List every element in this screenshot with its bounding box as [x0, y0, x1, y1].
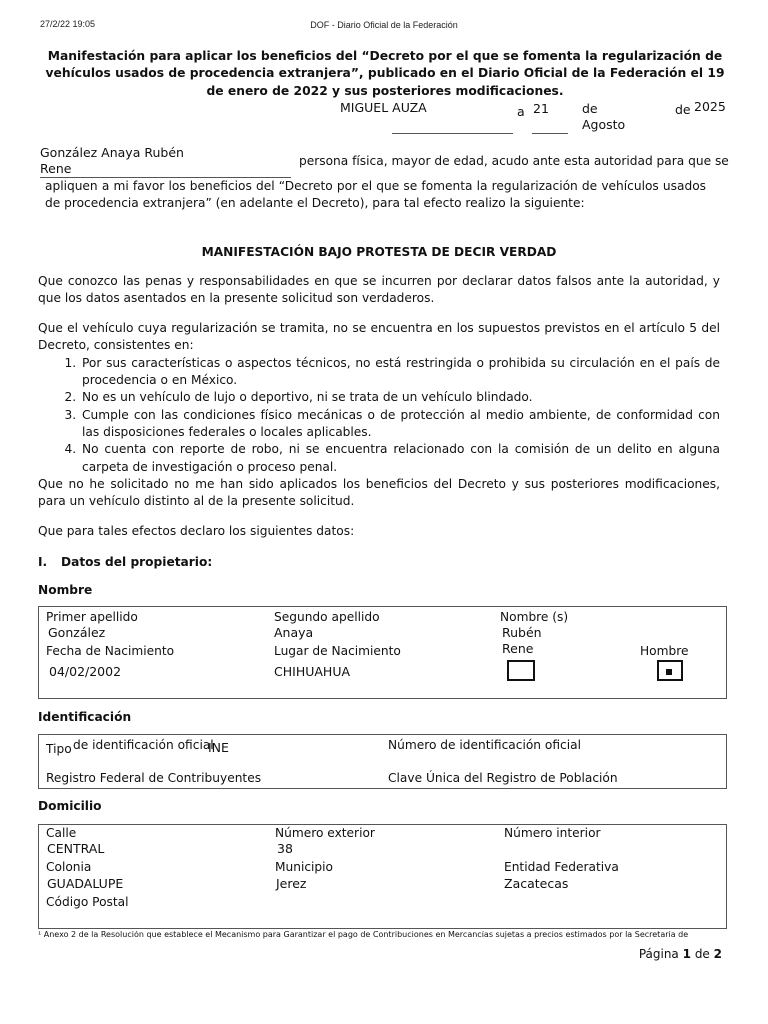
day-value: 21: [533, 101, 549, 116]
domicilio-box: [38, 824, 727, 929]
declarant-text: persona física, mayor de edad, acudo ante esta autoridad para que se: [299, 154, 729, 168]
tipo-label-b: de identificación oficial: [73, 738, 214, 752]
primer-apellido-label: Primer apellido: [46, 610, 138, 624]
list-item: 4. No cuenta con reporte de robo, ni se encuentra relacionado con la comisión de un delito en alguna carpeta de investigación o proceso penal.: [80, 441, 720, 476]
page-prefix: Página: [638, 947, 679, 961]
manifest-heading: MANIFESTACIÓN BAJO PROTESTA DE DECIR VERDAD: [201, 245, 557, 259]
year-value: 2025: [694, 99, 726, 114]
list-item: 2. No es un vehículo de lujo o deportivo, ni se trata de un vehículo blindado.: [80, 389, 720, 406]
domicilio-heading: Domicilio: [38, 799, 102, 813]
page-of: de: [694, 947, 710, 961]
nombres-value-line2[interactable]: Rene: [502, 641, 534, 656]
paragraph-declare: Que para tales efectos declaro los siguientes datos:: [38, 524, 355, 538]
curp-label: Clave Única del Registro de Población: [388, 771, 618, 785]
paragraph-no-prior: Que no he solicitado no me han sido aplicados los beneficios del Decreto y sus posteriores modificaciones, para un vehículo distinto al de la presente solicitud.: [38, 476, 720, 509]
nombre-heading: Nombre: [38, 583, 93, 597]
numero-exterior-value[interactable]: 38: [277, 841, 293, 856]
colonia-value[interactable]: GUADALUPE: [47, 876, 124, 891]
nombres-label: Nombre (s): [500, 610, 569, 624]
rfc-label: Registro Federal de Contribuyentes: [46, 771, 262, 785]
page-current: 1: [682, 947, 691, 961]
place-underline: [392, 133, 513, 134]
document-title: Manifestación para aplicar los beneficios del “Decreto por el que se fomenta la regularización de vehículos usados de procedencia extranjera”, publicado en el Diario Oficial de la Federación el 19 de enero de 2022 y sus posteriores modificaciones.: [45, 49, 725, 98]
section-owner-number: I.: [38, 555, 48, 569]
tipo-value[interactable]: INE: [208, 740, 229, 755]
paragraph-penalties: Que conozco las penas y responsabilidades en que se incurren por declarar datos falsos ante la autoridad, y que los datos asentados en la presente solicitud son verdaderos.: [38, 274, 720, 306]
nombres-value-line1[interactable]: Rubén: [502, 625, 542, 640]
hombre-label: Hombre: [640, 644, 689, 658]
place-value: MIGUEL AUZA: [340, 100, 427, 115]
numero-interior-label: Número interior: [504, 826, 601, 840]
month-value: Agosto: [582, 117, 626, 132]
lugar-nacimiento-label: Lugar de Nacimiento: [274, 644, 401, 658]
codigo-postal-label: Código Postal: [46, 895, 129, 909]
numero-identificacion-label: Número de identificación oficial: [388, 738, 581, 752]
list-item: 1. Por sus características o aspectos técnicos, no está restringida o prohibida su circulación en el país de procedencia o en México.: [80, 355, 720, 390]
fecha-nacimiento-label: Fecha de Nacimiento: [46, 644, 175, 658]
numero-exterior-label: Número exterior: [275, 826, 375, 840]
calle-label: Calle: [46, 826, 77, 840]
tipo-label-a: Tipo: [46, 742, 72, 756]
municipio-value[interactable]: Jerez: [276, 876, 307, 891]
lugar-nacimiento-value[interactable]: CHIHUAHUA: [274, 664, 351, 679]
segundo-apellido-value[interactable]: Anaya: [274, 625, 314, 640]
print-site-title: DOF - Diario Oficial de la Federación: [310, 20, 458, 30]
list-item: 3. Cumple con las condiciones físico mecánicas o de protección al medio ambiente, de conformidad con las disposiciones federales o locales aplicables.: [80, 407, 720, 442]
paragraph-vehicle-intro: Que el vehículo cuya regularización se tramita, no se encuentra en los supuestos previstos en el artículo 5 del Decreto, consistentes en:: [38, 321, 720, 353]
section-owner-title: Datos del propietario:: [61, 555, 213, 569]
de-label-1: de: [582, 101, 598, 116]
checkbox-mark-icon: [666, 669, 672, 675]
primer-apellido-value[interactable]: González: [48, 625, 106, 640]
requirements-list: [38, 355, 720, 476]
segundo-apellido-label: Segundo apellido: [274, 610, 380, 624]
a-label: a: [517, 104, 525, 119]
entidad-federativa-value[interactable]: Zacatecas: [504, 876, 569, 891]
municipio-label: Municipio: [275, 860, 334, 874]
print-datetime: 27/2/22 19:05: [40, 19, 96, 29]
hombre-checkbox[interactable]: [657, 660, 683, 681]
day-underline: [532, 133, 568, 134]
colonia-label: Colonia: [46, 860, 92, 874]
entidad-federativa-label: Entidad Federativa: [504, 860, 619, 874]
mujer-checkbox[interactable]: [507, 660, 535, 681]
page-total: 2: [713, 947, 722, 961]
page-number: [639, 946, 722, 962]
declarant-name-line1: González Anaya Rubén: [40, 145, 184, 160]
identificacion-heading: Identificación: [38, 710, 132, 724]
footnote: ¹ Anexo 2 de la Resolución que establece el Mecanismo para Garantizar el pago de Contribuciones en Mercancías sujetas a precios estimados por la Secretaría de: [38, 931, 689, 939]
de-label-2: de: [675, 102, 691, 117]
fecha-nacimiento-value[interactable]: 04/02/2002: [49, 664, 122, 679]
declarant-name-line2: Rene: [40, 161, 72, 176]
paragraph-vehicle: [38, 320, 720, 511]
calle-value[interactable]: CENTRAL: [47, 841, 105, 856]
declarant-continuation: apliquen a mi favor los beneficios del “Decreto por el que se fomenta la regularización de vehículos usados de procedencia extranjera” (en adelante el Decreto), para tal efecto realizo la siguiente:: [45, 179, 706, 211]
